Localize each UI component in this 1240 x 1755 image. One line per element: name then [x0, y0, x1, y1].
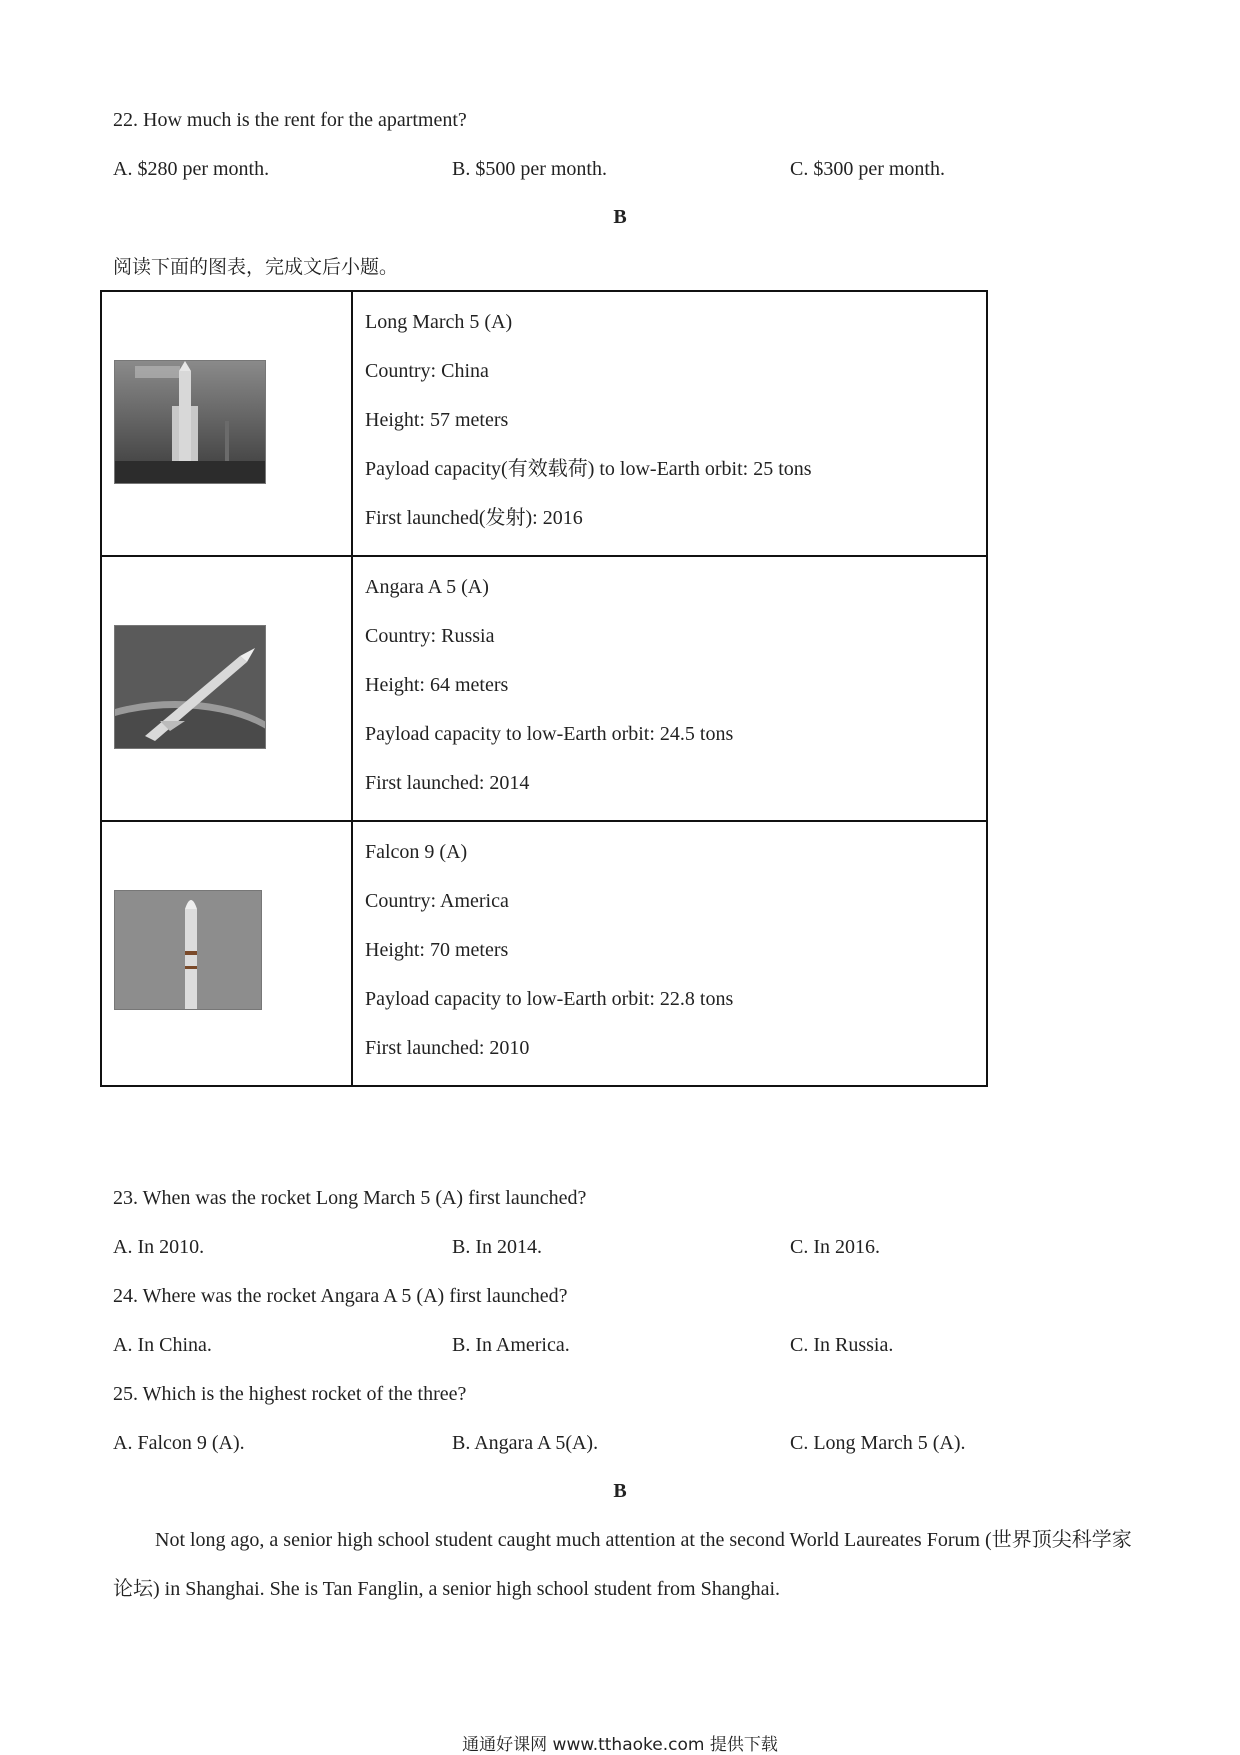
q25-option-b: B. Angara A 5(A). — [452, 1432, 599, 1454]
q23-option-a: A. In 2010. — [113, 1236, 205, 1258]
long-march-rocket-photo — [114, 360, 266, 484]
rocket-image-cell — [101, 556, 352, 821]
rocket-info-cell — [352, 291, 987, 556]
rocket-table — [100, 290, 988, 1087]
question-25: 25. Which is the highest rocket of the three? — [113, 1383, 467, 1405]
rocket-name: Angara A 5 (A) — [365, 576, 489, 598]
rocket-name: Long March 5 (A) — [365, 311, 513, 333]
rocket-payload: Payload capacity to low-Earth orbit: 22.8 tons — [365, 988, 734, 1010]
rocket-info-cell — [352, 556, 987, 821]
rocket-country: Country: China — [365, 360, 489, 382]
section-heading: B — [613, 1480, 627, 1502]
rocket-first-launched: First launched(发射): 2016 — [365, 507, 583, 529]
rocket-image-cell — [101, 821, 352, 1086]
q22-option-b: B. $500 per month. — [452, 158, 607, 180]
q23-option-c: C. In 2016. — [790, 1236, 880, 1258]
angara-rocket-photo — [114, 625, 266, 749]
rocket-country: Country: America — [365, 890, 509, 912]
rocket-country: Country: Russia — [365, 625, 495, 647]
footer-watermark: 通通好课网 www.tthaoke.com 提供下载 — [462, 1735, 778, 1755]
question-24: 24. Where was the rocket Angara A 5 (A) first launched? — [113, 1285, 568, 1307]
table-row — [101, 821, 987, 1086]
rocket-image-cell — [101, 291, 352, 556]
q24-option-b: B. In America. — [452, 1334, 570, 1356]
table-row — [101, 291, 987, 556]
question-22: 22. How much is the rent for the apartment? — [113, 109, 467, 131]
rocket-name: Falcon 9 (A) — [365, 841, 468, 863]
section-heading: B — [613, 206, 627, 228]
q24-option-c: C. In Russia. — [790, 1334, 894, 1356]
rocket-height: Height: 57 meters — [365, 409, 509, 431]
rocket-height: Height: 70 meters — [365, 939, 509, 961]
q22-option-c: C. $300 per month. — [790, 158, 945, 180]
rocket-first-launched: First launched: 2010 — [365, 1037, 530, 1059]
q24-option-a: A. In China. — [113, 1334, 212, 1356]
rocket-height: Height: 64 meters — [365, 674, 509, 696]
q23-option-b: B. In 2014. — [452, 1236, 542, 1258]
table-row — [101, 556, 987, 821]
reading-passage: Not long ago, a senior high school student caught much attention at the second World Laureates Forum (世界顶尖科学家论坛) in Shanghai. She is Tan Fanglin, a senior high school student from Shanghai. — [113, 1529, 1132, 1600]
q22-option-a: A. $280 per month. — [113, 158, 270, 180]
rocket-first-launched: First launched: 2014 — [365, 772, 530, 794]
rocket-payload: Payload capacity to low-Earth orbit: 24.5 tons — [365, 723, 734, 745]
rocket-info-cell — [352, 821, 987, 1086]
q25-option-c: C. Long March 5 (A). — [790, 1432, 966, 1454]
rocket-payload: Payload capacity(有效载荷) to low-Earth orbit: 25 tons — [365, 458, 812, 480]
q25-option-a: A. Falcon 9 (A). — [113, 1432, 245, 1454]
instruction: 阅读下面的图表，完成文后小题。 — [113, 256, 399, 278]
falcon-rocket-photo — [114, 890, 262, 1010]
question-23: 23. When was the rocket Long March 5 (A) first launched? — [113, 1187, 587, 1209]
